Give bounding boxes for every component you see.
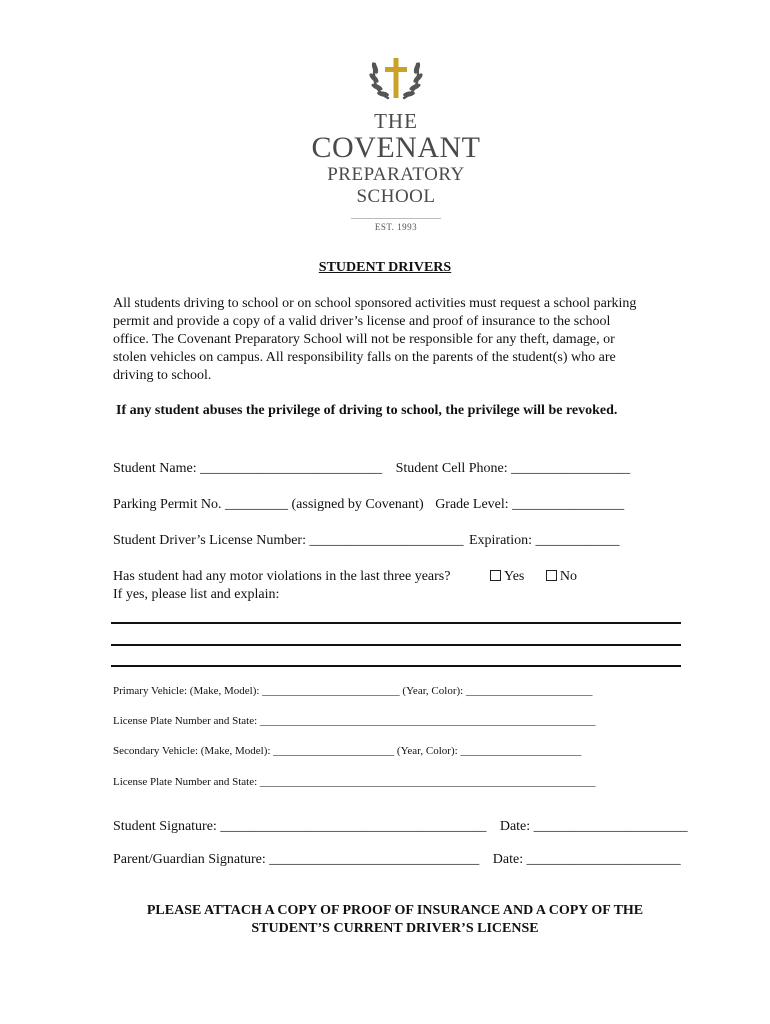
parent-signature-field[interactable]: Parent/Guardian Signature: ______________________________ [113, 852, 480, 867]
intro-line: All students driving to school or on school sponsored activities must request a school parking [113, 296, 637, 311]
school-logo [310, 52, 482, 246]
logo-line-school: SCHOOL [356, 186, 436, 207]
explain-label: If yes, please list and explain: [113, 587, 280, 602]
violations-question: Has student had any motor violations in the last three years? [113, 569, 451, 584]
page-title: STUDENT DRIVERS [318, 260, 452, 275]
logo-established: EST. 1993 [374, 222, 418, 232]
license-number-field[interactable]: Student Driver’s License Number: ______________________ [113, 533, 464, 548]
logo-line-covenant: COVENANT [311, 131, 481, 164]
primary-vehicle-field[interactable]: Primary Vehicle: (Make, Model): _________________________ (Year, Color): _______________________ [113, 685, 593, 697]
expiration-field[interactable]: Expiration: ____________ [468, 533, 620, 548]
grade-level-field[interactable]: Grade Level: ________________ [435, 497, 625, 512]
footer-line-2: STUDENT’S CURRENT DRIVER’S LICENSE [251, 921, 539, 936]
footer-notice [100, 902, 690, 938]
student-info-row [113, 461, 630, 477]
cell-phone-field[interactable]: Student Cell Phone: _________________ [395, 461, 631, 476]
no-checkbox[interactable] [546, 570, 557, 581]
license-plate-field-2[interactable]: License Plate Number and State: _____________________________________________________________ [113, 776, 596, 788]
no-option[interactable] [546, 569, 577, 584]
license-row [113, 533, 619, 549]
parent-date-field[interactable]: Date: ______________________ [492, 852, 681, 867]
explain-line-2[interactable] [111, 644, 681, 646]
footer-line-1: PLEASE ATTACH A COPY OF PROOF OF INSURANCE AND A COPY OF THE [146, 903, 644, 918]
logo-divider [351, 218, 441, 219]
yes-option[interactable] [490, 569, 524, 584]
student-name-field[interactable]: Student Name: __________________________ [113, 461, 383, 476]
license-plate-field-1[interactable]: License Plate Number and State: _____________________________________________________________ [113, 715, 596, 727]
permit-row [113, 497, 624, 513]
warning-text: If any student abuses the privilege of driving to school, the privilege will be revoked. [116, 403, 618, 418]
explain-line-1[interactable] [111, 622, 681, 624]
violations-row [113, 569, 577, 585]
intro-paragraph [113, 295, 668, 385]
intro-line: stolen vehicles on campus. All responsibility falls on the parents of the student(s) who are [113, 350, 616, 365]
logo-line-preparatory: PREPARATORY [327, 164, 465, 185]
student-date-field[interactable]: Date: ______________________ [499, 819, 688, 834]
logo-line-the: THE [374, 109, 418, 133]
intro-line: permit and provide a copy of a valid driver’s license and proof of insurance to the school [113, 314, 611, 329]
parking-permit-field[interactable]: Parking Permit No. _________ (assigned by Covenant) [113, 497, 424, 512]
parent-signature-row [113, 852, 681, 868]
yes-label: Yes [503, 569, 525, 584]
intro-line: office. The Covenant Preparatory School will not be responsible for any theft, damage, or [113, 332, 615, 347]
cross-wreath-icon [366, 52, 426, 104]
explain-line-3[interactable] [111, 665, 681, 667]
no-label: No [559, 569, 577, 584]
secondary-vehicle-field[interactable]: Secondary Vehicle: (Make, Model): ______________________ (Year, Color): ______________________ [113, 745, 582, 757]
student-signature-field[interactable]: Student Signature: ______________________________________ [113, 819, 487, 834]
intro-line: driving to school. [113, 368, 212, 383]
yes-checkbox[interactable] [490, 570, 501, 581]
student-signature-row [113, 819, 688, 835]
